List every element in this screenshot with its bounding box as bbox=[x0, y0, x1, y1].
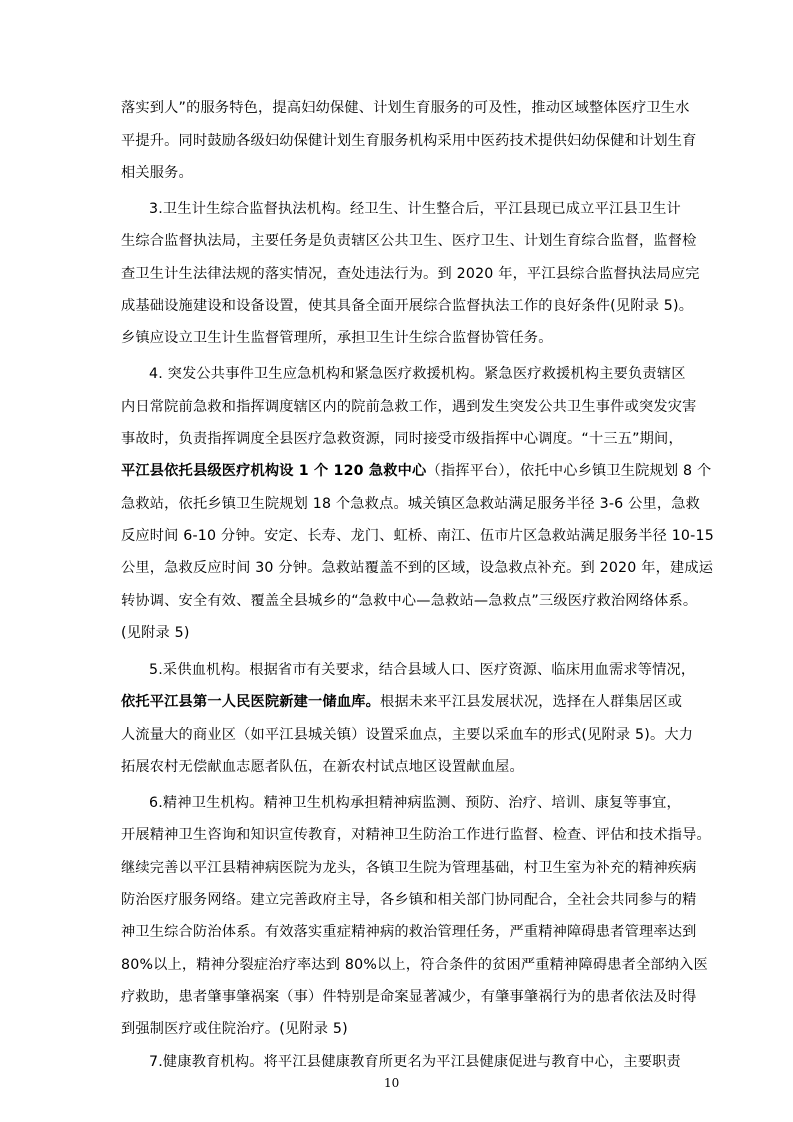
text-line: 生综合监督执法局，主要任务是负责辖区公共卫生、医疗卫生、计划生育综合监督，监督检 bbox=[121, 233, 697, 249]
text-line: 落实到人”的服务特色，提高妇幼保健、计划生育服务的可及性，推动区域整体医疗卫生水 bbox=[121, 100, 690, 116]
text-line: 到强制医疗或住院治疗。(见附录 5) bbox=[121, 1021, 348, 1037]
text-line-with-bold: 平江县依托县级医疗机构设 1 个 120 急救中心（指挥平台），依托中心乡镇卫生院规划 8 个 bbox=[121, 463, 712, 479]
text-line: 转协调、安全有效、覆盖全县城乡的“急救中心—急救站—急救点”三级医疗救治网络体系。 bbox=[121, 593, 698, 609]
paragraph-7-start: 7.健康教育机构。将平江县健康教育所更名为平江县健康促进与教育中心，主要职责 bbox=[149, 1054, 681, 1070]
paragraph-3-start: 3.卫生计生综合监督执法机构。经卫生、计生整合后，平江县现已成立平江县卫生计 bbox=[149, 201, 681, 217]
text-line: 相关服务。 bbox=[121, 165, 193, 181]
text-line: 继续完善以平江县精神病医院为龙头，各镇卫生院为管理基础，村卫生室为补充的精神疾病 bbox=[121, 860, 697, 876]
text-line: 人流量大的商业区（如平江县城关镇）设置采血点，主要以采血车的形式(见附录 5)。大力 bbox=[121, 727, 694, 743]
text-line: 疗救助，患者肇事肇祸案（事）件特别是命案显著减少，有肇事肇祸行为的患者依法及时得 bbox=[121, 989, 697, 1005]
text-line: 开展精神卫生咨询和知识宣传教育，对精神卫生防治工作进行监督、检查、评估和技术指导。 bbox=[121, 827, 711, 843]
text-line: 神卫生综合防治体系。有效落实重症精神病的救治管理任务，严重精神障碍患者管理率达到 bbox=[121, 924, 697, 940]
text-line: 拓展农村无偿献血志愿者队伍，在新农村试点地区设置献血屋。 bbox=[121, 759, 524, 775]
bold-text: 平江县依托县级医疗机构设 1 个 120 急救中心 bbox=[121, 463, 427, 479]
text-line: 防治医疗服务网络。建立完善政府主导，各乡镇和相关部门协同配合，全社会共同参与的精 bbox=[121, 892, 697, 908]
bold-text: 依托平江县第一人民医院新建一储血库。 bbox=[121, 694, 380, 710]
text-line: 乡镇应设立卫生计生监督管理所，承担卫生计生综合监督协管任务。 bbox=[121, 330, 553, 346]
text-line: 80%以上，精神分裂症治疗率达到 80%以上，符合条件的贫困严重精神障碍患者全部纳入医 bbox=[121, 957, 708, 973]
paragraph-4-start: 4. 突发公共事件卫生应急机构和紧急医疗救援机构。紧急医疗救援机构主要负责辖区 bbox=[149, 366, 686, 382]
text-line: 查卫生计生法律法规的落实情况，查处违法行为。到 2020 年，平江县综合监督执法局应完 bbox=[121, 266, 700, 282]
paragraph-6-start: 6.精神卫生机构。精神卫生机构承担精神病监测、预防、治疗、培训、康复等事宜， bbox=[149, 795, 681, 811]
text-line: 公里，急救反应时间 30 分钟。急救站覆盖不到的区域，设急救点补充。到 2020 年，建成运 bbox=[121, 560, 714, 576]
text-line: 成基础设施建设和设备设置，使其具备全面开展综合监督执法工作的良好条件(见附录 5)。 bbox=[121, 298, 694, 314]
text-line: 急救站，依托乡镇卫生院规划 18 个急救点。城关镇区急救站满足服务半径 3-6 公里，急救 bbox=[121, 496, 701, 512]
text-line-with-bold: 依托平江县第一人民医院新建一储血库。根据未来平江县发展状况，选择在人群集居区或 bbox=[121, 694, 683, 710]
text-line: 平提升。同时鼓励各级妇幼保健计划生育服务机构采用中医药技术提供妇幼保健和计划生育 bbox=[121, 133, 697, 149]
page-number: 10 bbox=[384, 1076, 400, 1090]
paragraph-5-start: 5.采供血机构。根据省市有关要求，结合县域人口、医疗资源、临床用血需求等情况， bbox=[149, 662, 696, 678]
text-line: 内日常院前急救和指挥调度辖区内的院前急救工作，遇到发生突发公共卫生事件或突发灾害 bbox=[121, 399, 697, 415]
text-line: (见附录 5) bbox=[121, 625, 190, 641]
text-line: 反应时间 6-10 分钟。安定、长寿、龙门、虹桥、南江、伍市片区急救站满足服务半径 10-15 bbox=[121, 528, 714, 544]
text-line: 事故时，负责指挥调度全县医疗急救资源，同时接受市级指挥中心调度。“十三五”期间， bbox=[121, 431, 683, 447]
